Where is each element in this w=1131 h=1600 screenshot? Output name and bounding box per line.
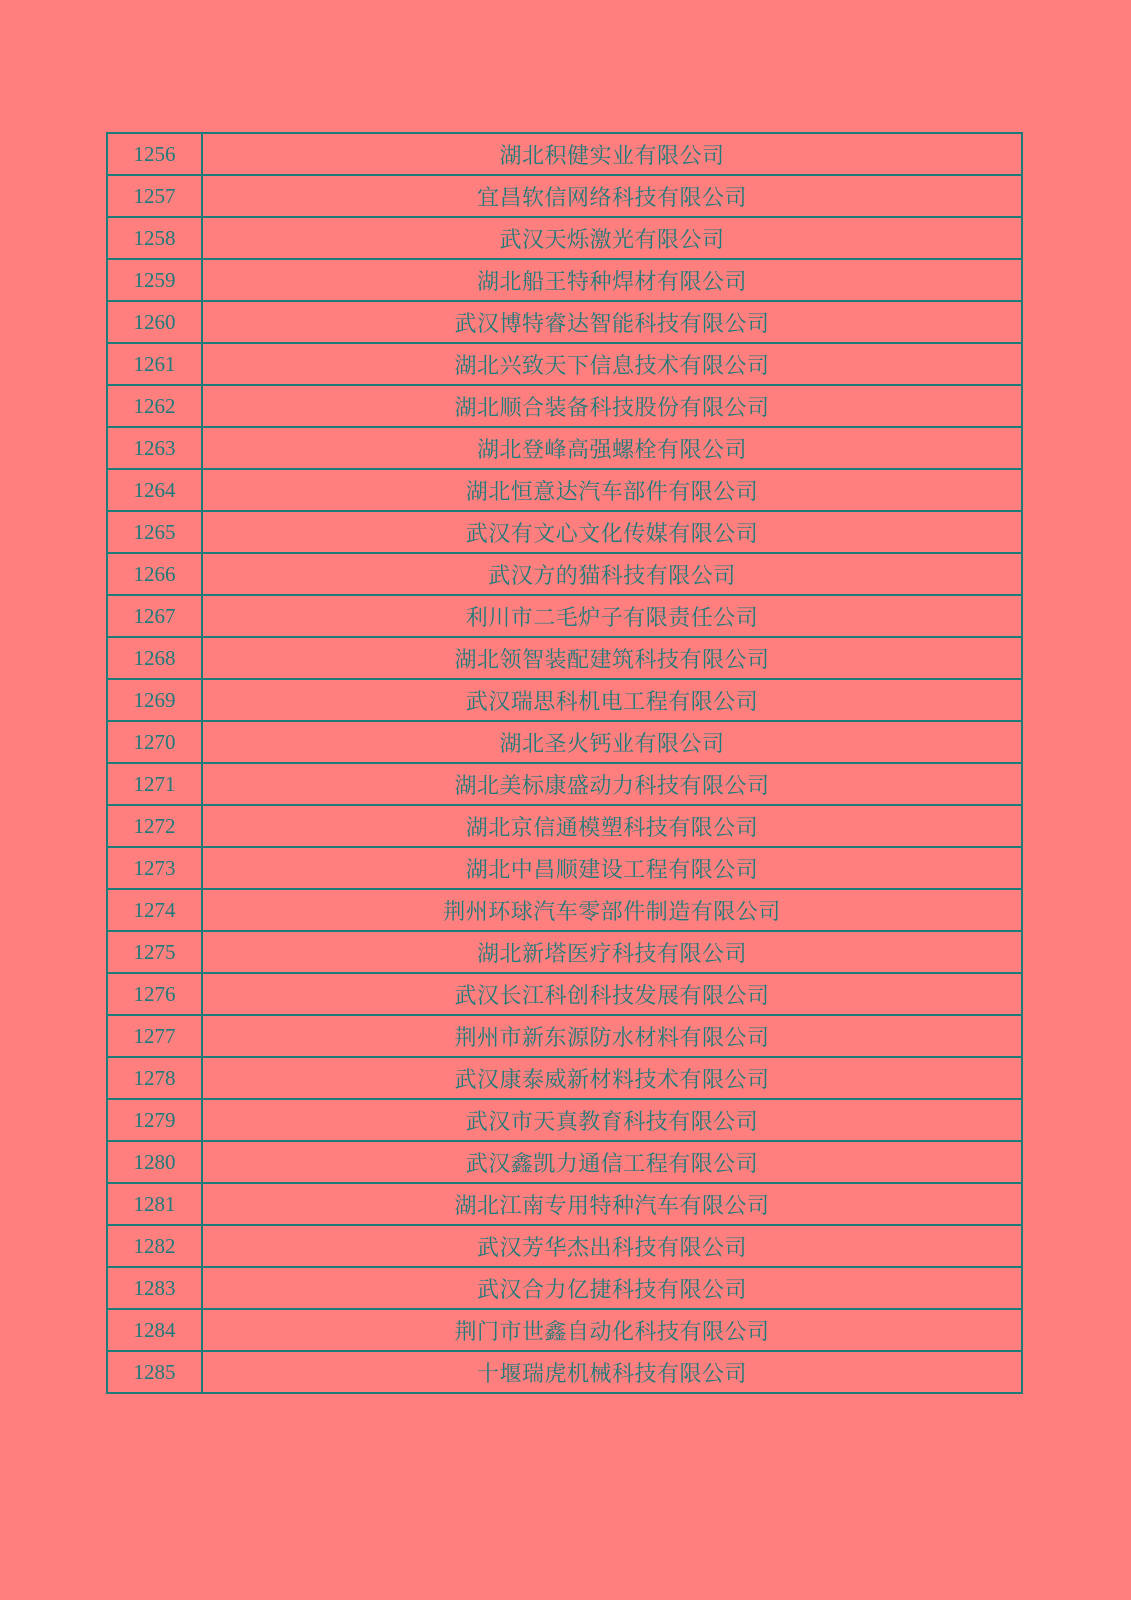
table-body <box>107 133 1022 1393</box>
row-number-cell: 1279 <box>107 1099 202 1141</box>
table-row <box>107 469 1022 511</box>
row-number-cell: 1274 <box>107 889 202 931</box>
table-row <box>107 343 1022 385</box>
table-row <box>107 1225 1022 1267</box>
company-name-cell: 湖北恒意达汽车部件有限公司 <box>202 469 1022 511</box>
row-number-cell: 1260 <box>107 301 202 343</box>
company-name-cell: 武汉芳华杰出科技有限公司 <box>202 1225 1022 1267</box>
company-name-cell: 武汉合力亿捷科技有限公司 <box>202 1267 1022 1309</box>
table-row <box>107 595 1022 637</box>
row-number-cell: 1273 <box>107 847 202 889</box>
row-number-cell: 1276 <box>107 973 202 1015</box>
row-number-cell: 1278 <box>107 1057 202 1099</box>
table-row <box>107 427 1022 469</box>
row-number-cell: 1270 <box>107 721 202 763</box>
row-number-cell: 1265 <box>107 511 202 553</box>
company-name-cell: 荆州环球汽车零部件制造有限公司 <box>202 889 1022 931</box>
table-row <box>107 1015 1022 1057</box>
row-number-cell: 1271 <box>107 763 202 805</box>
table-row <box>107 1141 1022 1183</box>
row-number-cell: 1283 <box>107 1267 202 1309</box>
table-row <box>107 1057 1022 1099</box>
company-list-table <box>106 132 1023 1394</box>
table-row <box>107 679 1022 721</box>
table-row <box>107 763 1022 805</box>
company-name-cell: 武汉市天真教育科技有限公司 <box>202 1099 1022 1141</box>
company-name-cell: 武汉有文心文化传媒有限公司 <box>202 511 1022 553</box>
row-number-cell: 1277 <box>107 1015 202 1057</box>
company-name-cell: 湖北登峰高强螺栓有限公司 <box>202 427 1022 469</box>
row-number-cell: 1258 <box>107 217 202 259</box>
table-row <box>107 385 1022 427</box>
company-name-cell: 湖北江南专用特种汽车有限公司 <box>202 1183 1022 1225</box>
company-name-cell: 武汉康泰威新材料技术有限公司 <box>202 1057 1022 1099</box>
company-name-cell: 十堰瑞虎机械科技有限公司 <box>202 1351 1022 1393</box>
row-number-cell: 1285 <box>107 1351 202 1393</box>
table-row <box>107 1183 1022 1225</box>
company-name-cell: 湖北京信通模塑科技有限公司 <box>202 805 1022 847</box>
row-number-cell: 1282 <box>107 1225 202 1267</box>
table-row <box>107 637 1022 679</box>
table-row <box>107 133 1022 175</box>
row-number-cell: 1257 <box>107 175 202 217</box>
row-number-cell: 1259 <box>107 259 202 301</box>
company-name-cell: 湖北圣火钙业有限公司 <box>202 721 1022 763</box>
table-row <box>107 805 1022 847</box>
row-number-cell: 1275 <box>107 931 202 973</box>
company-name-cell: 利川市二毛炉子有限责任公司 <box>202 595 1022 637</box>
table-row <box>107 511 1022 553</box>
table-row <box>107 1351 1022 1393</box>
table-row <box>107 259 1022 301</box>
company-name-cell: 宜昌软信网络科技有限公司 <box>202 175 1022 217</box>
company-name-cell: 湖北美标康盛动力科技有限公司 <box>202 763 1022 805</box>
table-row <box>107 1267 1022 1309</box>
company-name-cell: 湖北顺合装备科技股份有限公司 <box>202 385 1022 427</box>
company-name-cell: 武汉博特睿达智能科技有限公司 <box>202 301 1022 343</box>
company-name-cell: 湖北中昌顺建设工程有限公司 <box>202 847 1022 889</box>
table-row <box>107 931 1022 973</box>
table-row <box>107 889 1022 931</box>
company-name-cell: 湖北新塔医疗科技有限公司 <box>202 931 1022 973</box>
company-name-cell: 湖北船王特种焊材有限公司 <box>202 259 1022 301</box>
table-row <box>107 1099 1022 1141</box>
table-row <box>107 721 1022 763</box>
company-name-cell: 武汉瑞思科机电工程有限公司 <box>202 679 1022 721</box>
table-row <box>107 1309 1022 1351</box>
table-row <box>107 553 1022 595</box>
company-name-cell: 湖北兴致天下信息技术有限公司 <box>202 343 1022 385</box>
table-row <box>107 847 1022 889</box>
row-number-cell: 1262 <box>107 385 202 427</box>
company-name-cell: 武汉长江科创科技发展有限公司 <box>202 973 1022 1015</box>
row-number-cell: 1263 <box>107 427 202 469</box>
row-number-cell: 1280 <box>107 1141 202 1183</box>
company-name-cell: 武汉鑫凯力通信工程有限公司 <box>202 1141 1022 1183</box>
table-row <box>107 175 1022 217</box>
company-name-cell: 武汉方的猫科技有限公司 <box>202 553 1022 595</box>
table-row <box>107 301 1022 343</box>
row-number-cell: 1256 <box>107 133 202 175</box>
row-number-cell: 1266 <box>107 553 202 595</box>
company-name-cell: 湖北领智装配建筑科技有限公司 <box>202 637 1022 679</box>
company-name-cell: 荆州市新东源防水材料有限公司 <box>202 1015 1022 1057</box>
company-name-cell: 荆门市世鑫自动化科技有限公司 <box>202 1309 1022 1351</box>
row-number-cell: 1281 <box>107 1183 202 1225</box>
row-number-cell: 1261 <box>107 343 202 385</box>
row-number-cell: 1267 <box>107 595 202 637</box>
row-number-cell: 1284 <box>107 1309 202 1351</box>
company-name-cell: 湖北积健实业有限公司 <box>202 133 1022 175</box>
table-row <box>107 973 1022 1015</box>
table-row <box>107 217 1022 259</box>
company-name-cell: 武汉天烁激光有限公司 <box>202 217 1022 259</box>
row-number-cell: 1269 <box>107 679 202 721</box>
row-number-cell: 1264 <box>107 469 202 511</box>
row-number-cell: 1272 <box>107 805 202 847</box>
row-number-cell: 1268 <box>107 637 202 679</box>
